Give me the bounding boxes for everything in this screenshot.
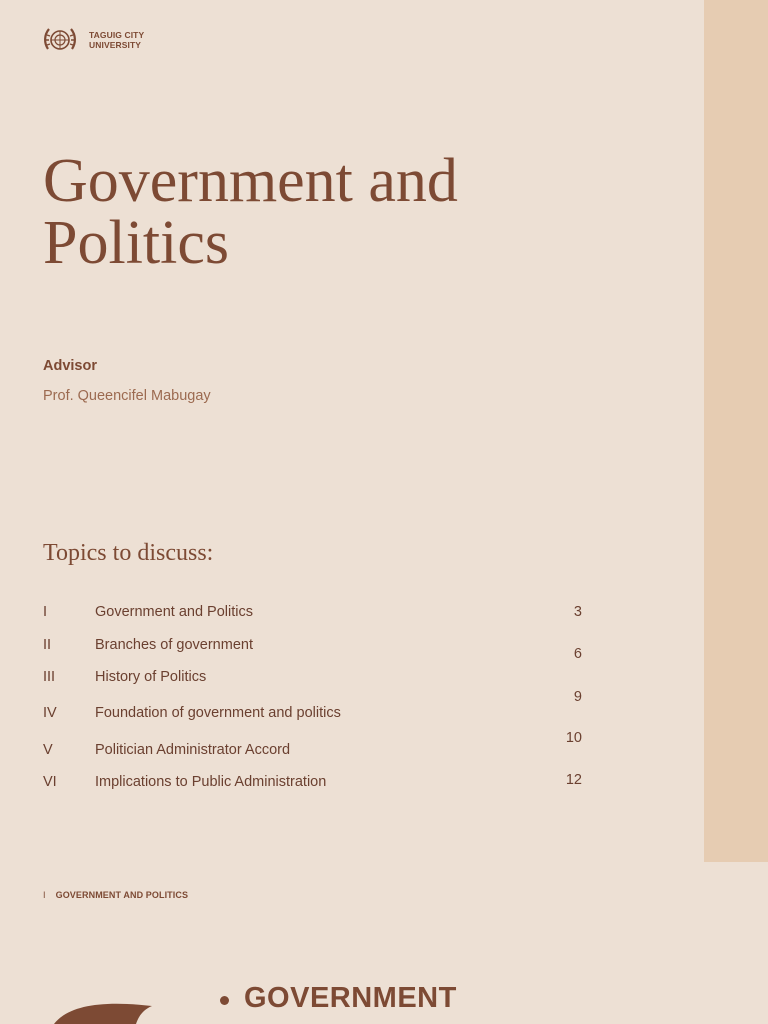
advisor-name: Prof. Queencifel Mabugay [43, 388, 211, 404]
toc-item-number: III [43, 669, 56, 685]
side-panel [704, 0, 768, 862]
topics-heading: Topics to discuss: [43, 540, 214, 566]
toc-page-number: 10 [565, 730, 582, 746]
toc-item-label[interactable]: Politician Administrator Accord [95, 742, 291, 758]
toc-item-label[interactable]: Foundation of government and politics [95, 705, 341, 721]
toc-item-label[interactable]: Government and Politics [95, 604, 253, 620]
bullet-icon [220, 996, 229, 1005]
toc-page-number: 3 [573, 604, 582, 620]
toc-page-number: 9 [573, 689, 582, 705]
toc-item-label[interactable]: Implications to Public Administration [95, 774, 327, 790]
toc-item-label[interactable]: History of Politics [95, 669, 207, 685]
logo [43, 25, 144, 55]
toc-item-number: V [43, 742, 53, 758]
toc-item-number: II [43, 637, 52, 653]
org-line-1: TAGUIG CITY [89, 30, 145, 40]
advisor-label: Advisor [43, 358, 97, 374]
toc-page-number: 12 [565, 772, 582, 788]
org-line-2: UNIVERSITY [89, 40, 142, 50]
toc-item-label[interactable]: Branches of government [95, 637, 253, 653]
footer-numeral: I [43, 890, 46, 900]
title-line-2: Politics [43, 209, 230, 277]
page-title [43, 147, 643, 277]
running-footer [43, 890, 188, 900]
title-line-1: Government and [43, 147, 458, 215]
leaf-icon [50, 998, 160, 1024]
section-heading: GOVERNMENT [244, 982, 457, 1014]
footer-text: GOVERNMENT AND POLITICS [55, 890, 189, 900]
un-emblem-icon [43, 25, 77, 55]
toc-item-number: I [43, 604, 48, 620]
toc-page-number: 6 [573, 646, 582, 662]
toc-item-number: VI [43, 774, 57, 790]
organization-name [89, 30, 144, 50]
toc-item-number: IV [43, 705, 57, 721]
